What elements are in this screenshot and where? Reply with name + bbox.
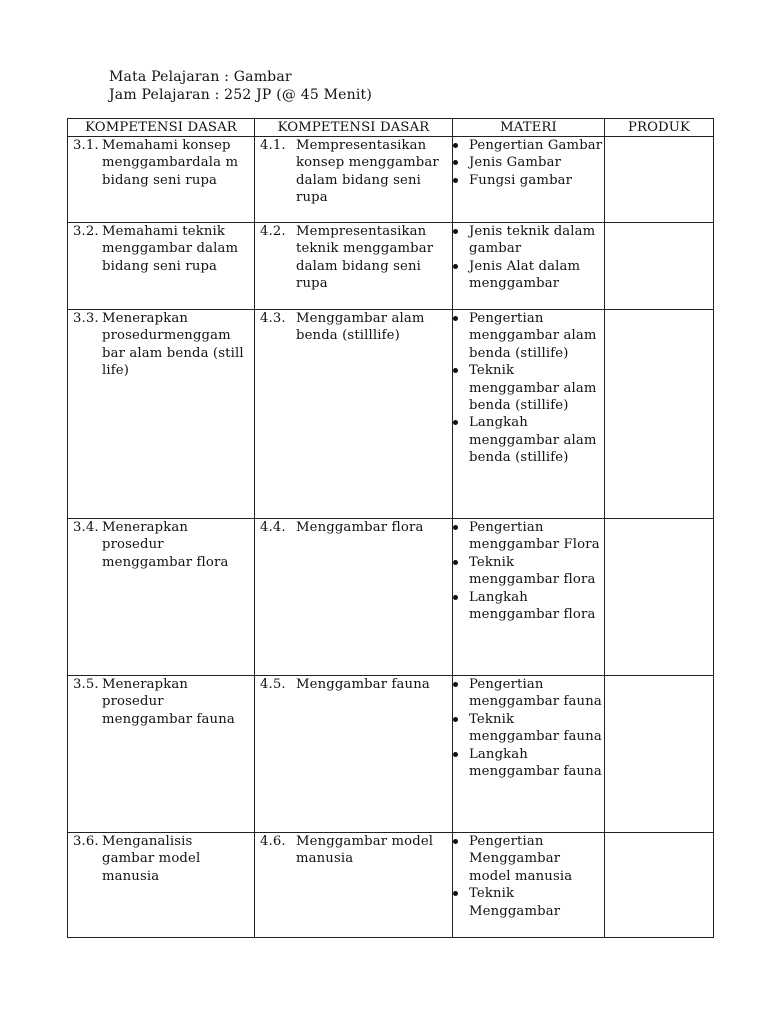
materi-list bbox=[453, 223, 604, 293]
materi-item: Langkah menggambar fauna bbox=[453, 746, 604, 781]
kd4-text: Menggambar model manusia bbox=[296, 834, 434, 867]
kd3-text: Menerapkan prosedur menggambar fauna bbox=[102, 677, 235, 727]
materi-cell bbox=[453, 223, 605, 310]
materi-item: Pengertian menggambar Flora bbox=[453, 519, 604, 554]
materi-cell bbox=[453, 519, 605, 676]
produk-cell bbox=[605, 223, 714, 310]
materi-list bbox=[453, 676, 604, 780]
materi-list bbox=[453, 833, 604, 920]
kd3-cell bbox=[68, 310, 255, 519]
materi-item: Fungsi gambar bbox=[453, 172, 604, 189]
kd4-text: Menggambar alam benda (stilllife) bbox=[296, 311, 425, 344]
materi-item: Jenis teknik dalam gambar bbox=[453, 223, 604, 258]
kd4-number: 4.5. bbox=[260, 677, 286, 692]
column-header-kd3: KOMPETENSI DASAR bbox=[68, 119, 255, 137]
materi-cell bbox=[453, 137, 605, 223]
materi-item: Teknik menggambar fauna bbox=[453, 711, 604, 746]
materi-item: Pengertian Menggambar model manusia bbox=[453, 833, 604, 885]
kd3-number: 3.5. bbox=[73, 677, 99, 692]
table-header-row bbox=[68, 119, 714, 137]
kd4-text: Mempresentasikan teknik menggambar dalam bidang seni rupa bbox=[296, 224, 434, 292]
kd4-text: Menggambar flora bbox=[296, 520, 424, 535]
kd4-cell bbox=[255, 310, 453, 519]
produk-cell bbox=[605, 519, 714, 676]
materi-item: Teknik menggambar alam benda (stillife) bbox=[453, 362, 604, 414]
kd3-text: Menerapkan prosedurmenggam bar alam benda (still life) bbox=[102, 311, 244, 379]
table-row bbox=[68, 137, 714, 223]
kd3-number: 3.3. bbox=[73, 311, 99, 326]
column-header-produk: PRODUK bbox=[605, 119, 714, 137]
kd4-number: 4.3. bbox=[260, 311, 286, 326]
kd3-text: Memahami teknik menggambar dalam bidang seni rupa bbox=[102, 224, 239, 274]
produk-cell bbox=[605, 137, 714, 223]
materi-item: Pengertian menggambar fauna bbox=[453, 676, 604, 711]
materi-list bbox=[453, 310, 604, 467]
kd3-text: Menganalisis gambar model manusia bbox=[102, 834, 201, 884]
kd4-text: Mempresentasikan konsep menggambar dalam bidang seni rupa bbox=[296, 138, 439, 206]
materi-cell bbox=[453, 310, 605, 519]
kd3-cell bbox=[68, 833, 255, 938]
kd3-cell bbox=[68, 676, 255, 833]
kd4-number: 4.2. bbox=[260, 224, 286, 239]
kd4-cell bbox=[255, 137, 453, 223]
competency-table bbox=[67, 118, 714, 938]
kd4-number: 4.4. bbox=[260, 520, 286, 535]
document-header bbox=[109, 68, 372, 104]
kd3-number: 3.1. bbox=[73, 138, 99, 153]
materi-list bbox=[453, 519, 604, 623]
kd3-cell bbox=[68, 137, 255, 223]
materi-item: Teknik menggambar flora bbox=[453, 554, 604, 589]
table-row bbox=[68, 310, 714, 519]
materi-item: Teknik Menggambar bbox=[453, 885, 604, 920]
materi-item: Jenis Gambar bbox=[453, 154, 604, 171]
kd4-cell bbox=[255, 676, 453, 833]
column-header-materi: MATERI bbox=[453, 119, 605, 137]
materi-item: Langkah menggambar alam benda (stillife) bbox=[453, 414, 604, 466]
materi-item: Jenis Alat dalam menggambar bbox=[453, 258, 604, 293]
table-row bbox=[68, 223, 714, 310]
materi-list bbox=[453, 137, 604, 189]
kd4-cell bbox=[255, 519, 453, 676]
kd3-number: 3.2. bbox=[73, 224, 99, 239]
subject-line: Mata Pelajaran : Gambar bbox=[109, 69, 292, 85]
kd4-number: 4.1. bbox=[260, 138, 286, 153]
kd3-number: 3.4. bbox=[73, 520, 99, 535]
materi-item: Pengertian Gambar bbox=[453, 137, 604, 154]
kd4-cell bbox=[255, 833, 453, 938]
produk-cell bbox=[605, 310, 714, 519]
kd3-cell bbox=[68, 223, 255, 310]
hours-line: Jam Pelajaran : 252 JP (@ 45 Menit) bbox=[109, 87, 372, 103]
kd3-number: 3.6. bbox=[73, 834, 99, 849]
produk-cell bbox=[605, 833, 714, 938]
kd4-text: Menggambar fauna bbox=[296, 677, 430, 692]
materi-item: Pengertian menggambar alam benda (stillife) bbox=[453, 310, 604, 362]
column-header-kd4: KOMPETENSI DASAR bbox=[255, 119, 453, 137]
kd3-text: Menerapkan prosedur menggambar flora bbox=[102, 520, 229, 570]
materi-cell bbox=[453, 833, 605, 938]
produk-cell bbox=[605, 676, 714, 833]
table-row bbox=[68, 676, 714, 833]
materi-cell bbox=[453, 676, 605, 833]
table-row bbox=[68, 519, 714, 676]
table-row bbox=[68, 833, 714, 938]
kd4-number: 4.6. bbox=[260, 834, 286, 849]
kd4-cell bbox=[255, 223, 453, 310]
materi-item: Langkah menggambar flora bbox=[453, 589, 604, 624]
kd3-text: Memahami konsep menggambardala m bidang seni rupa bbox=[102, 138, 239, 188]
kd3-cell bbox=[68, 519, 255, 676]
